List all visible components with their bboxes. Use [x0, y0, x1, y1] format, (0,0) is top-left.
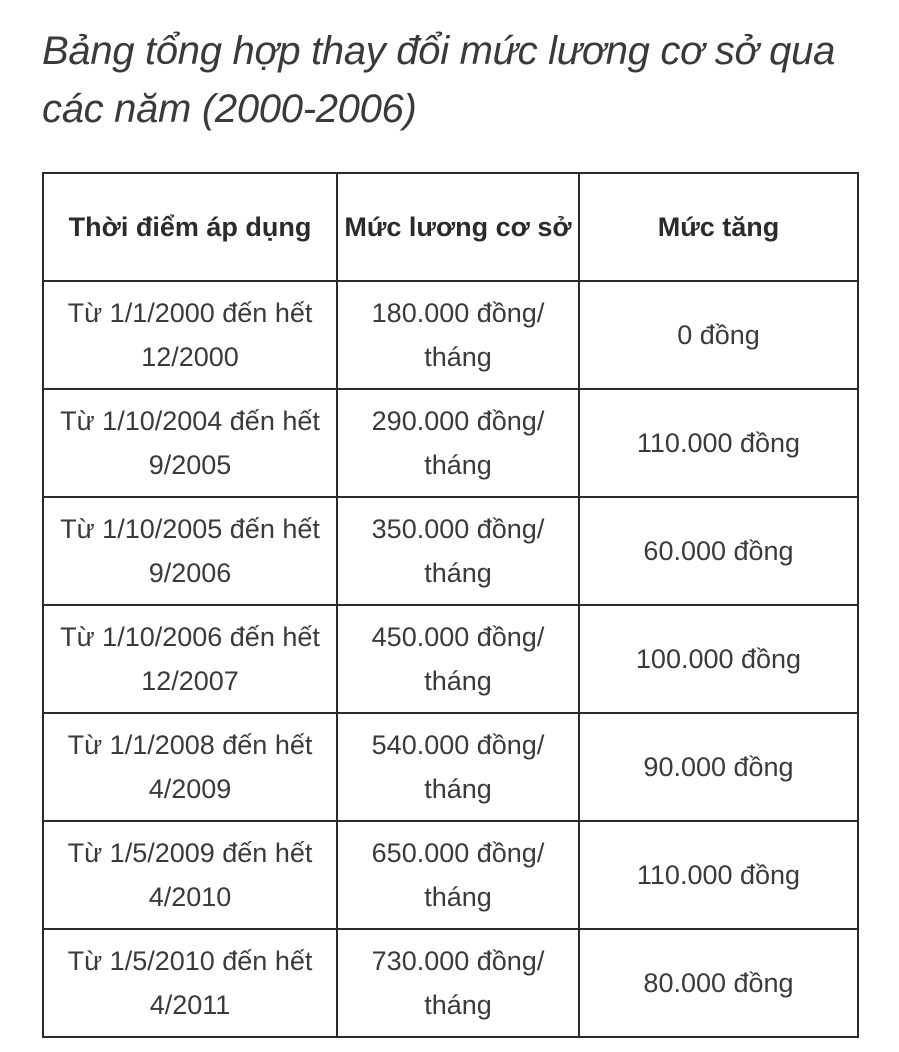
- cell-increase: 90.000 đồng: [579, 713, 858, 821]
- cell-salary: 180.000 đồng/ tháng: [337, 281, 579, 389]
- cell-increase: 60.000 đồng: [579, 497, 858, 605]
- cell-salary: 540.000 đồng/ tháng: [337, 713, 579, 821]
- cell-increase: 100.000 đồng: [579, 605, 858, 713]
- cell-period: Từ 1/10/2006 đến hết 12/2007: [43, 605, 337, 713]
- cell-period: Từ 1/10/2004 đến hết 9/2005: [43, 389, 337, 497]
- cell-period: Từ 1/1/2000 đến hết 12/2000: [43, 281, 337, 389]
- page-title: Bảng tổng hợp thay đổi mức lương cơ sở qua các năm (2000-2006): [42, 29, 836, 131]
- cell-increase: 110.000 đồng: [579, 389, 858, 497]
- header-increase: Mức tăng: [579, 173, 858, 281]
- header-salary: Mức lương cơ sở: [337, 173, 579, 281]
- cell-increase: 0 đồng: [579, 281, 858, 389]
- table-header-row: [43, 173, 858, 281]
- table-row: [43, 497, 858, 605]
- salary-table: [42, 172, 859, 1038]
- cell-salary: 450.000 đồng/ tháng: [337, 605, 579, 713]
- cell-increase: 110.000 đồng: [579, 821, 858, 929]
- table-row: [43, 389, 858, 497]
- table-row: [43, 605, 858, 713]
- cell-period: Từ 1/5/2009 đến hết 4/2010: [43, 821, 337, 929]
- cell-salary: 350.000 đồng/ tháng: [337, 497, 579, 605]
- cell-salary: 650.000 đồng/ tháng: [337, 821, 579, 929]
- table-row: [43, 281, 858, 389]
- cell-period: Từ 1/5/2010 đến hết 4/2011: [43, 929, 337, 1037]
- cell-period: Từ 1/10/2005 đến hết 9/2006: [43, 497, 337, 605]
- table-row: [43, 713, 858, 821]
- cell-period: Từ 1/1/2008 đến hết 4/2009: [43, 713, 337, 821]
- cell-salary: 730.000 đồng/ tháng: [337, 929, 579, 1037]
- cell-increase: 80.000 đồng: [579, 929, 858, 1037]
- table-row: [43, 821, 858, 929]
- table-row: [43, 929, 858, 1037]
- header-period: Thời điểm áp dụng: [43, 173, 337, 281]
- cell-salary: 290.000 đồng/ tháng: [337, 389, 579, 497]
